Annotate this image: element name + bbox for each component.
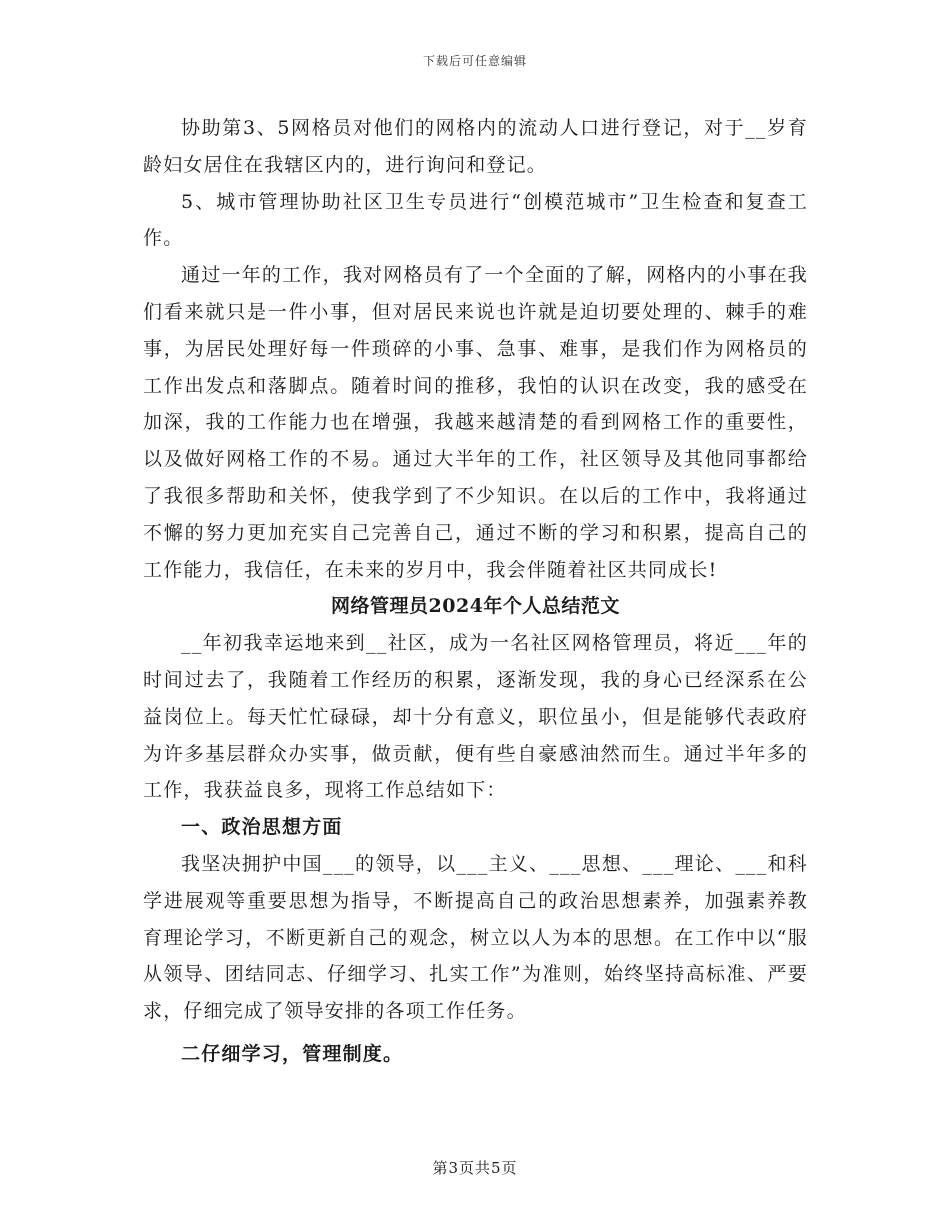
- heading-politics: 一、政治思想方面: [181, 816, 343, 839]
- heading-study: 二仔细学习，管理制度。: [181, 1042, 404, 1065]
- paragraph-registration: 协助第3、5网格员对他们的网格内的流动人口进行登记，对于__岁育龄妇女居住在我辖区内的，进行询问和登记。: [143, 117, 808, 176]
- paragraph-year-summary: 通过一年的工作，我对网格员有了一个全面的了解，网格内的小事在我们看来就只是一件小事，但对居民来说也许就是迫切要处理的、棘手的难事，为居民处理好每一件琐碎的小事、急事、难事，是我们作为网格员的工作出发点和落脚点。随着时间的推移，我怕的认识在改变，我的感受在加深，我的工作能力也在增强，我越来越清楚的看到网格工作的重要性，以及做好网格工作的不易。通过大半年的工作，社区领导及其他同事都给了我很多帮助和关怀，使我学到了不少知识。在以后的工作中，我将通过不懈的努力更加充实自己完善自己，通过不断的学习和积累，提高自己的工作能力，我信任，在未来的岁月中，我会伴随着社区共同成长!: [143, 264, 808, 581]
- document-body: [143, 110, 808, 1073]
- page-header: 下载后可任意编辑: [422, 54, 527, 68]
- page-footer: 第3页共5页: [432, 1159, 518, 1177]
- paragraph-city-management: 5、城市管理协助社区卫生专员进行“创模范城市”卫生检查和复查工作。: [143, 190, 808, 250]
- section-title: 网络管理员2024年个人总结范文: [331, 595, 620, 618]
- paragraph-intro: __年初我幸运地来到__社区，成为一名社区网格管理员，将近___年的时间过去了，我随着工作经历的积累，逐渐发现，我的身心已经深系在公益岗位上。每天忙忙碌碌，却十分有意义，职位虽小，但是能够代表政府为许多基层群众办实事，做贡献，便有些自豪感油然而生。通过半年多的工作，我获益良多，现将工作总结如下：: [143, 632, 808, 802]
- paragraph-politics: 我坚决拥护中国___的领导，以___主义、___思想、___理论、___和科学进展观等重要思想为指导，不断提高自己的政治思想素养，加强素养教育理论学习，不断更新自己的观念，树立以人为本的思想。在工作中以“服从领导、团结同志、仔细学习、扎实工作”为准则，始终坚持高标准、严要求，仔细完成了领导安排的各项工作任务。: [143, 852, 808, 1023]
